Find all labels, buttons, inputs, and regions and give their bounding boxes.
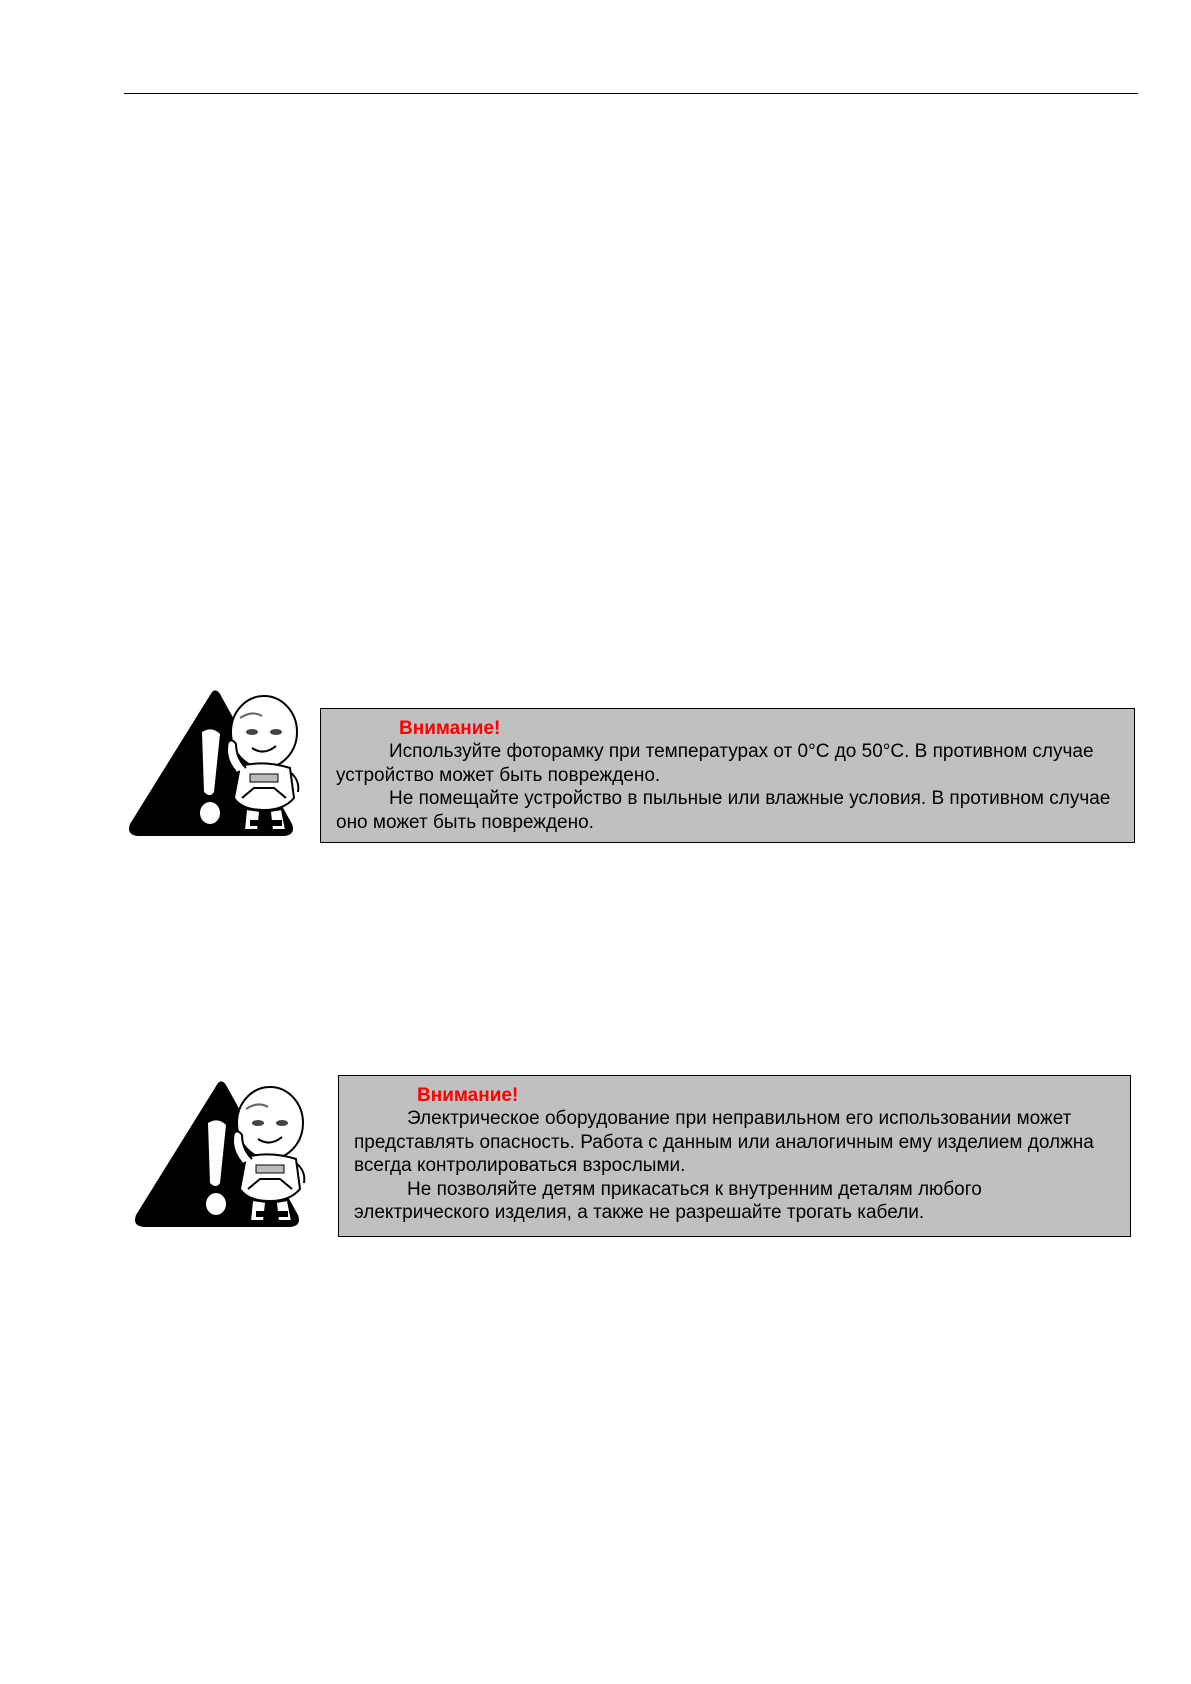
- warning-box: [320, 708, 1135, 843]
- warning-triangle-icon: [130, 1079, 308, 1231]
- warning-robot-icon: [124, 688, 302, 840]
- warning-paragraph: Электрическое оборудование при неправильном его использовании может представлять опасность. Работа с данным или аналогичным ему изделием должна всегда контролироваться взрослыми.: [354, 1108, 1094, 1176]
- warning-paragraph: Используйте фоторамку при температурах от 0°C до 50°C. В противном случае устройство может быть повреждено.: [336, 741, 1094, 786]
- warning-title: Внимание!: [399, 718, 501, 739]
- warning-title: Внимание!: [417, 1085, 519, 1106]
- header-rule: [124, 93, 1138, 94]
- warning-triangle-icon: [124, 688, 302, 840]
- warning-box: [338, 1075, 1131, 1237]
- warning-paragraph: Не помещайте устройство в пыльные или влажные условия. В противном случае оно может быть повреждено.: [336, 788, 1111, 833]
- warning-paragraph: Не позволяйте детям прикасаться к внутренним деталям любого электрического изделия, а также не разрешайте трогать кабели.: [354, 1178, 982, 1223]
- warning-robot-icon: [130, 1079, 308, 1231]
